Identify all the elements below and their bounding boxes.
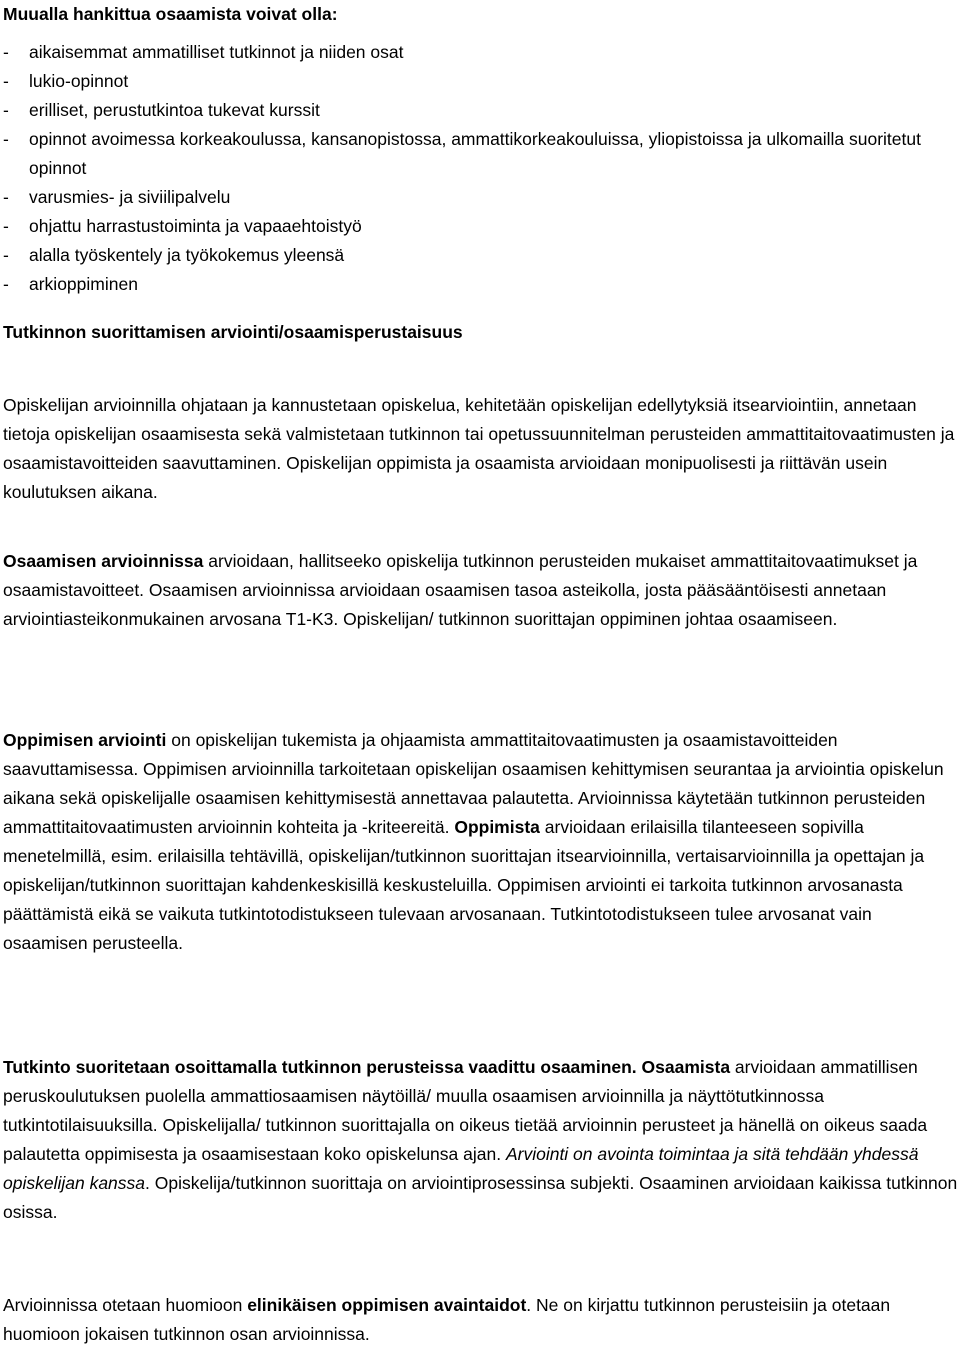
list-item xyxy=(3,241,958,270)
paragraph-learning-assessment xyxy=(3,726,958,958)
paragraph-text: . Ne on kirjattu tutkinnon perusteisiin ja otetaan huomioon jokaisen tutkinnon osan arvioinnissa. xyxy=(3,1295,891,1344)
paragraph-degree-completion xyxy=(3,1053,958,1227)
list-item-text: aikaisemmat ammatilliset tutkinnot ja niiden osat xyxy=(29,42,404,62)
list-dash: - xyxy=(3,187,9,207)
paragraph-bold-inline: elinikäisen oppimisen avaintaidot xyxy=(247,1295,527,1315)
list-dash: - xyxy=(3,129,9,149)
list-dash: - xyxy=(3,71,9,91)
list-dash: - xyxy=(3,100,9,120)
list-item xyxy=(3,212,958,241)
paragraph-key-skills xyxy=(3,1291,958,1349)
list-item-text: erilliset, perustutkintoa tukevat kurssit xyxy=(29,100,320,120)
paragraph-text: arvioidaan erilaisilla tilanteeseen sopivilla menetelmillä, esim. erilaisilla tehtävillä, opiskelijan/tutkinnon suorittajan itsearvioinnilla, vertaisarvioinnilla ja opettajan ja opiskelijan/tutkinnon suorittajan kahdenkeskisillä keskusteluilla. Oppimisen arviointi ei tarkoita tutkinnon arvosanasta päättämistä eikä se vaikuta tutkintotodistukseen tulevaan arvosanaan. Tutkintotodistukseen tulee arvosanat vain osaamisen perusteella. xyxy=(3,817,925,953)
list-item-text: arkioppiminen xyxy=(29,274,138,294)
list-dash: - xyxy=(3,216,9,236)
paragraph-text: Opiskelijan arvioinnilla ohjataan ja kannustetaan opiskelua, kehitetään opiskelijan edellytyksiä itsearviointiin, annetaan tietoja opiskelijan osaamisesta sekä valmistetaan tutkinnon tai opetussuunnitelman perusteiden ammattitaitovaatimusten ja osaamistavoitteiden saavuttaminen. Opiskelijan oppimista ja osaamista arvioidaan monipuolisesti ja riittävän usein koulutuksen aikana. xyxy=(3,395,955,502)
paragraph-text: arvioidaan, hallitseeko opiskelija tutkinnon perusteiden mukaiset ammattitaitovaatimukset ja osaamistavoitteet. Osaamisen arvioinnissa arvioidaan osaamisen tasoa asteikolla, josta pääsääntöisesti annetaan arviointiasteikonmukainen arvosana T1-K3. Opiskelijan/ tutkinnon suorittajan oppiminen johtaa osaamiseen. xyxy=(3,551,918,629)
paragraph-student-assessment xyxy=(3,391,958,507)
paragraph-text: Arvioinnissa otetaan huomioon xyxy=(3,1295,248,1315)
section-heading-assessment: Tutkinnon suorittamisen arviointi/osaamisperustaisuus xyxy=(3,322,463,342)
list-item-text: varusmies- ja siviilipalvelu xyxy=(29,187,231,207)
paragraph-italic: Arviointi on avointa toimintaa ja sitä tehdään yhdessä opiskelijan kanssa xyxy=(3,1144,919,1193)
list-item xyxy=(3,96,958,125)
paragraph-bold-inline: Oppimista xyxy=(454,817,540,837)
list-dash: - xyxy=(3,274,9,294)
list-item xyxy=(3,270,958,299)
paragraph-competence-assessment xyxy=(3,547,958,634)
list-item xyxy=(3,67,958,96)
paragraph-text: on opiskelijan tukemista ja ohjaamista ammattitaitovaatimusten ja osaamistavoitteiden saavuttamisessa. Oppimisen arvioinnilla tarkoitetaan opiskelijan osaamisen kehittymisen seurantaa ja arviointia opiskelun aikana sekä opiskelijalle osaamisen kehittymisestä annettavaa palautetta. Arvioinnissa käytetään tutkinnon perusteiden ammattitaitovaatimusten arvioinnin kohteita ja -kriteereitä. xyxy=(3,730,944,837)
list-item-text: opinnot avoimessa korkeakoulussa, kansanopistossa, ammattikorkeakouluissa, yliopistoissa ja ulkomailla suoritetut opinnot xyxy=(29,129,921,178)
paragraph-text: arvioidaan ammatillisen peruskoulutuksen puolella ammattiosaamisen näytöillä/ muulla osaamisen arvioinnilla ja näyttötutkinnossa tutkintotilaisuuksilla. Opiskelijalla/ tutkinnon suorittajalla on oikeus tietää arvioinnin perusteet ja hänellä on oikeus saada palautetta oppimisesta ja osaamisestaan koko opiskelunsa ajan. xyxy=(3,1057,928,1164)
list-dash: - xyxy=(3,42,9,62)
list-item-text: ohjattu harrastustoiminta ja vapaaehtoistyö xyxy=(29,216,362,236)
section-heading-other-competence: Muualla hankittua osaamista voivat olla: xyxy=(3,4,338,24)
paragraph-bold-lead: Oppimisen arviointi xyxy=(3,730,167,750)
list-item xyxy=(3,38,958,67)
list-item xyxy=(3,125,929,183)
paragraph-bold-lead: Osaamisen arvioinnissa xyxy=(3,551,204,571)
list-item-text: lukio-opinnot xyxy=(29,71,129,91)
paragraph-bold-lead: Tutkinto suoritetaan osoittamalla tutkinnon perusteissa vaadittu osaaminen. Osaamista xyxy=(3,1057,731,1077)
list-item xyxy=(3,183,958,212)
competence-source-list xyxy=(3,38,958,299)
list-dash: - xyxy=(3,245,9,265)
paragraph-text: . Opiskelija/tutkinnon suorittaja on arviointiprosessinsa subjekti. Osaaminen arvioidaan kaikissa tutkinnon osissa. xyxy=(3,1173,958,1222)
list-item-text: alalla työskentely ja työkokemus yleensä xyxy=(29,245,345,265)
